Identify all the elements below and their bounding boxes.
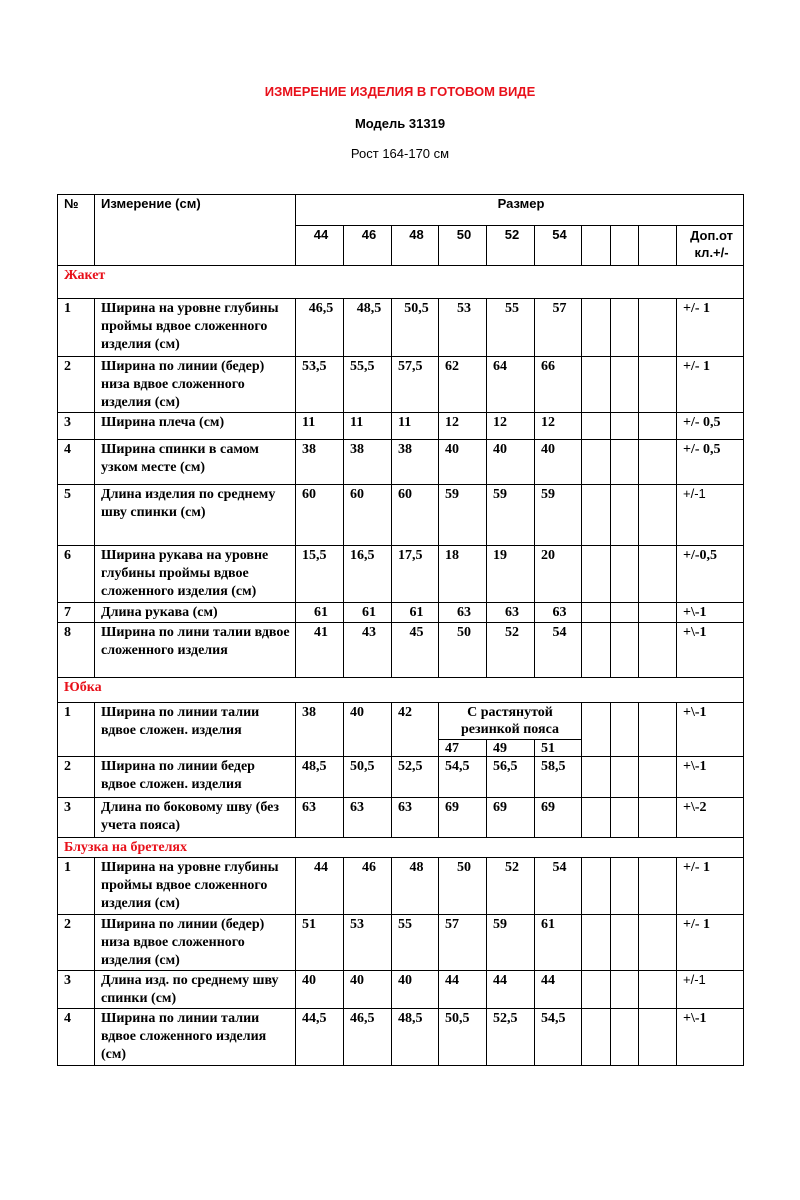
size-value: 63 bbox=[344, 798, 392, 838]
table-row bbox=[58, 357, 744, 413]
row-number: 3 bbox=[58, 798, 95, 838]
empty-cell bbox=[582, 971, 611, 1009]
row-label: Длина изд. по среднему шву спинки (см) bbox=[95, 971, 296, 1009]
size-value: 63 bbox=[296, 798, 344, 838]
size-value: 40 bbox=[296, 971, 344, 1009]
row-label: Ширина на уровне глубины проймы вдвое сложенного изделия (см) bbox=[95, 299, 296, 357]
tolerance-value: +/- 0,5 bbox=[677, 440, 744, 485]
size-value: 40 bbox=[487, 440, 535, 485]
size-value: 69 bbox=[439, 798, 487, 838]
size-value: 42 bbox=[392, 703, 439, 757]
size-value: 19 bbox=[487, 546, 535, 603]
size-value: 51 bbox=[296, 915, 344, 971]
size-value: 62 bbox=[439, 357, 487, 413]
empty-cell bbox=[639, 299, 677, 357]
table-row bbox=[58, 546, 744, 603]
size-value: 43 bbox=[344, 623, 392, 678]
tolerance-value: +\-1 bbox=[677, 1009, 744, 1066]
size-value: 41 bbox=[296, 623, 344, 678]
size-value: 52,5 bbox=[392, 757, 439, 798]
empty-cell bbox=[639, 603, 677, 623]
row-number: 5 bbox=[58, 485, 95, 546]
tolerance-value: +\-2 bbox=[677, 798, 744, 838]
size-value: 69 bbox=[487, 798, 535, 838]
size-value: 54 bbox=[535, 858, 582, 915]
empty-cell bbox=[639, 546, 677, 603]
size-value: 12 bbox=[535, 413, 582, 440]
size-value: 63 bbox=[392, 798, 439, 838]
header-size-44: 44 bbox=[296, 226, 344, 266]
empty-cell bbox=[611, 440, 639, 485]
size-value: 59 bbox=[487, 915, 535, 971]
header-measure: Измерение (см) bbox=[95, 195, 296, 266]
tolerance-value: +/-1 bbox=[677, 485, 744, 546]
tolerance-value: +/-1 bbox=[677, 971, 744, 1009]
stretched-value: 51 bbox=[535, 740, 582, 757]
header-number: № bbox=[58, 195, 95, 266]
table-row bbox=[58, 757, 744, 798]
section-row-blouse bbox=[58, 838, 744, 858]
row-label: Ширина по линии (бедер) низа вдвое сложенного изделия (см) bbox=[95, 357, 296, 413]
row-label: Длина по боковому шву (без учета пояса) bbox=[95, 798, 296, 838]
empty-cell bbox=[611, 226, 639, 266]
size-value: 12 bbox=[487, 413, 535, 440]
row-number: 3 bbox=[58, 971, 95, 1009]
empty-cell bbox=[611, 357, 639, 413]
table-row bbox=[58, 299, 744, 357]
size-value: 57 bbox=[535, 299, 582, 357]
size-value: 38 bbox=[296, 440, 344, 485]
size-value: 61 bbox=[296, 603, 344, 623]
size-value: 59 bbox=[535, 485, 582, 546]
empty-cell bbox=[611, 971, 639, 1009]
empty-cell bbox=[611, 1009, 639, 1066]
size-value: 52 bbox=[487, 623, 535, 678]
size-value: 44 bbox=[487, 971, 535, 1009]
table-row bbox=[58, 1009, 744, 1066]
empty-cell bbox=[582, 440, 611, 485]
measurement-table bbox=[57, 194, 744, 1066]
empty-cell bbox=[639, 413, 677, 440]
size-value: 57,5 bbox=[392, 357, 439, 413]
row-label: Ширина плеча (см) bbox=[95, 413, 296, 440]
empty-cell bbox=[611, 915, 639, 971]
size-value: 40 bbox=[344, 971, 392, 1009]
stretched-value: 49 bbox=[487, 740, 535, 757]
empty-cell bbox=[582, 703, 611, 757]
row-number: 2 bbox=[58, 757, 95, 798]
size-value: 61 bbox=[535, 915, 582, 971]
size-value: 57 bbox=[439, 915, 487, 971]
empty-cell bbox=[582, 413, 611, 440]
empty-cell bbox=[582, 357, 611, 413]
header-size-46: 46 bbox=[344, 226, 392, 266]
empty-cell bbox=[582, 798, 611, 838]
header-size-50: 50 bbox=[439, 226, 487, 266]
size-value: 11 bbox=[392, 413, 439, 440]
section-row-skirt bbox=[58, 678, 744, 703]
empty-cell bbox=[582, 915, 611, 971]
size-value: 46,5 bbox=[296, 299, 344, 357]
row-label: Ширина на уровне глубины проймы вдвое сложенного изделия (см) bbox=[95, 858, 296, 915]
empty-cell bbox=[639, 858, 677, 915]
row-number: 7 bbox=[58, 603, 95, 623]
row-number: 4 bbox=[58, 1009, 95, 1066]
table-row bbox=[58, 858, 744, 915]
size-value: 50,5 bbox=[344, 757, 392, 798]
size-value: 40 bbox=[344, 703, 392, 757]
row-number: 2 bbox=[58, 915, 95, 971]
size-value: 56,5 bbox=[487, 757, 535, 798]
header-size: Размер bbox=[296, 195, 744, 226]
empty-cell bbox=[639, 798, 677, 838]
empty-cell bbox=[582, 485, 611, 546]
size-value: 16,5 bbox=[344, 546, 392, 603]
size-value: 55 bbox=[487, 299, 535, 357]
size-value: 44 bbox=[535, 971, 582, 1009]
empty-cell bbox=[611, 485, 639, 546]
tolerance-value: +\-1 bbox=[677, 757, 744, 798]
size-value: 46,5 bbox=[344, 1009, 392, 1066]
stretched-value: 47 bbox=[439, 740, 487, 757]
empty-cell bbox=[611, 623, 639, 678]
empty-cell bbox=[582, 226, 611, 266]
size-value: 53 bbox=[439, 299, 487, 357]
header-tolerance: Доп.от кл.+/- bbox=[677, 226, 744, 266]
empty-cell bbox=[639, 915, 677, 971]
empty-cell bbox=[611, 299, 639, 357]
header-size-52: 52 bbox=[487, 226, 535, 266]
row-label: Длина изделия по среднему шву спинки (см) bbox=[95, 485, 296, 546]
size-value: 17,5 bbox=[392, 546, 439, 603]
tolerance-value: +/- 1 bbox=[677, 915, 744, 971]
empty-cell bbox=[639, 971, 677, 1009]
size-value: 54,5 bbox=[535, 1009, 582, 1066]
size-value: 52 bbox=[487, 858, 535, 915]
table-row bbox=[58, 440, 744, 485]
table-row bbox=[58, 603, 744, 623]
size-value: 59 bbox=[439, 485, 487, 546]
size-value: 15,5 bbox=[296, 546, 344, 603]
size-value: 60 bbox=[296, 485, 344, 546]
size-value: 40 bbox=[392, 971, 439, 1009]
empty-cell bbox=[639, 440, 677, 485]
size-value: 69 bbox=[535, 798, 582, 838]
size-value: 44 bbox=[439, 971, 487, 1009]
height-range: Рост 164-170 см bbox=[350, 146, 450, 161]
row-number: 1 bbox=[58, 703, 95, 757]
section-row-jacket bbox=[58, 266, 744, 299]
table-row bbox=[58, 413, 744, 440]
size-value: 50,5 bbox=[439, 1009, 487, 1066]
row-label: Ширина рукава на уровне глубины проймы вдвое сложенного изделия (см) bbox=[95, 546, 296, 603]
row-number: 4 bbox=[58, 440, 95, 485]
size-value: 40 bbox=[439, 440, 487, 485]
empty-cell bbox=[639, 1009, 677, 1066]
model-number: Модель 31319 bbox=[354, 116, 446, 131]
tolerance-value: +/- 1 bbox=[677, 299, 744, 357]
row-label: Ширина по линии талии вдвое сложен. изделия bbox=[95, 703, 296, 757]
size-value: 59 bbox=[487, 485, 535, 546]
empty-cell bbox=[582, 858, 611, 915]
header-size-54: 54 bbox=[535, 226, 582, 266]
size-value: 12 bbox=[439, 413, 487, 440]
page-title: ИЗМЕРЕНИЕ ИЗДЕЛИЯ В ГОТОВОМ ВИДЕ bbox=[264, 84, 536, 99]
stretched-waistband-note: С растянутой резинкой пояса bbox=[439, 703, 582, 740]
empty-cell bbox=[582, 603, 611, 623]
empty-cell bbox=[639, 226, 677, 266]
size-value: 40 bbox=[535, 440, 582, 485]
size-value: 52,5 bbox=[487, 1009, 535, 1066]
tolerance-value: +\-1 bbox=[677, 703, 744, 757]
size-value: 50 bbox=[439, 858, 487, 915]
row-label: Ширина спинки в самом узком месте (см) bbox=[95, 440, 296, 485]
size-value: 54,5 bbox=[439, 757, 487, 798]
empty-cell bbox=[639, 485, 677, 546]
size-value: 46 bbox=[344, 858, 392, 915]
size-value: 53,5 bbox=[296, 357, 344, 413]
size-value: 55,5 bbox=[344, 357, 392, 413]
empty-cell bbox=[611, 603, 639, 623]
table-row bbox=[58, 915, 744, 971]
table-row bbox=[58, 485, 744, 546]
empty-cell bbox=[639, 357, 677, 413]
empty-cell bbox=[611, 757, 639, 798]
size-value: 48 bbox=[392, 858, 439, 915]
empty-cell bbox=[611, 413, 639, 440]
size-value: 50,5 bbox=[392, 299, 439, 357]
size-value: 60 bbox=[344, 485, 392, 546]
row-label: Ширина по линии талии вдвое сложенного изделия (см) bbox=[95, 1009, 296, 1066]
size-value: 11 bbox=[344, 413, 392, 440]
tolerance-value: +/- 1 bbox=[677, 357, 744, 413]
empty-cell bbox=[611, 798, 639, 838]
size-value: 53 bbox=[344, 915, 392, 971]
table-row bbox=[58, 623, 744, 678]
empty-cell bbox=[611, 546, 639, 603]
row-label: Длина рукава (см) bbox=[95, 603, 296, 623]
size-value: 44,5 bbox=[296, 1009, 344, 1066]
size-value: 38 bbox=[296, 703, 344, 757]
table-row bbox=[58, 971, 744, 1009]
empty-cell bbox=[582, 757, 611, 798]
size-value: 61 bbox=[392, 603, 439, 623]
size-value: 48,5 bbox=[392, 1009, 439, 1066]
size-value: 38 bbox=[344, 440, 392, 485]
size-value: 50 bbox=[439, 623, 487, 678]
row-number: 1 bbox=[58, 858, 95, 915]
size-value: 60 bbox=[392, 485, 439, 546]
tolerance-value: +/- 0,5 bbox=[677, 413, 744, 440]
size-value: 63 bbox=[535, 603, 582, 623]
size-value: 63 bbox=[439, 603, 487, 623]
row-label: Ширина по линии (бедер) низа вдвое сложенного изделия (см) bbox=[95, 915, 296, 971]
empty-cell bbox=[639, 623, 677, 678]
empty-cell bbox=[582, 1009, 611, 1066]
tolerance-value: +\-1 bbox=[677, 603, 744, 623]
row-number: 8 bbox=[58, 623, 95, 678]
row-number: 2 bbox=[58, 357, 95, 413]
row-number: 3 bbox=[58, 413, 95, 440]
size-value: 55 bbox=[392, 915, 439, 971]
header-size-48: 48 bbox=[392, 226, 439, 266]
section-title-jacket: Жакет bbox=[58, 266, 744, 299]
table-row bbox=[58, 703, 744, 740]
row-number: 6 bbox=[58, 546, 95, 603]
size-value: 58,5 bbox=[535, 757, 582, 798]
empty-cell bbox=[639, 703, 677, 757]
size-value: 18 bbox=[439, 546, 487, 603]
size-value: 20 bbox=[535, 546, 582, 603]
row-label: Ширина по линии бедер вдвое сложен. изделия bbox=[95, 757, 296, 798]
tolerance-value: +/-0,5 bbox=[677, 546, 744, 603]
tolerance-value: +\-1 bbox=[677, 623, 744, 678]
size-value: 48,5 bbox=[296, 757, 344, 798]
size-value: 61 bbox=[344, 603, 392, 623]
empty-cell bbox=[582, 299, 611, 357]
size-value: 48,5 bbox=[344, 299, 392, 357]
section-title-blouse: Блузка на бретелях bbox=[58, 838, 744, 858]
size-value: 63 bbox=[487, 603, 535, 623]
size-value: 66 bbox=[535, 357, 582, 413]
size-value: 64 bbox=[487, 357, 535, 413]
size-value: 11 bbox=[296, 413, 344, 440]
size-value: 44 bbox=[296, 858, 344, 915]
tolerance-value: +/- 1 bbox=[677, 858, 744, 915]
empty-cell bbox=[611, 703, 639, 757]
empty-cell bbox=[582, 546, 611, 603]
empty-cell bbox=[582, 623, 611, 678]
row-number: 1 bbox=[58, 299, 95, 357]
row-label: Ширина по лини талии вдвое сложенного изделия bbox=[95, 623, 296, 678]
empty-cell bbox=[611, 858, 639, 915]
size-value: 45 bbox=[392, 623, 439, 678]
size-value: 38 bbox=[392, 440, 439, 485]
section-title-skirt: Юбка bbox=[58, 678, 744, 703]
size-value: 54 bbox=[535, 623, 582, 678]
empty-cell bbox=[639, 757, 677, 798]
table-row bbox=[58, 798, 744, 838]
